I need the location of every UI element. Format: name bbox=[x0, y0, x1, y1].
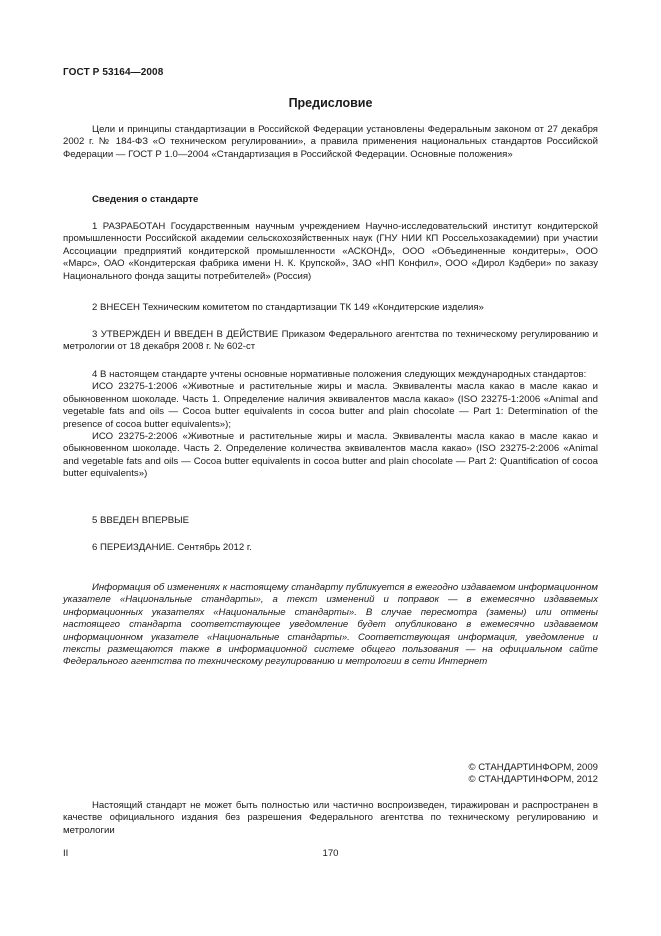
item-6-text: 6 ПЕРЕИЗДАНИЕ. Сентябрь 2012 г. bbox=[92, 542, 252, 553]
item-4a-text: ИСО 23275-1:2006 «Животные и растительные жиры и масла. Эквиваленты масла какао в масле какао и обыкновенном шоколаде. Часть 1. Определение наличия эквивалентов масла какао» (ISO 23275-1:2006 «Animal and vegetable fats and oils — Cocoa butter equivalents in cocoa butter and plain chocolate — Part 1: Determination of the presence of cocoa butter equivalents»); bbox=[63, 381, 598, 430]
item-4 bbox=[63, 369, 598, 481]
item-5-text: 5 ВВЕДЕН ВПЕРВЫЕ bbox=[92, 515, 190, 526]
notice-paragraph bbox=[63, 582, 598, 669]
item-2-text: 2 ВНЕСЕН Техническим комитетом по стандартизации ТК 149 «Кондитерские изделия» bbox=[92, 302, 484, 313]
item-2 bbox=[63, 302, 598, 314]
copyright-line: © СТАНДАРТИНФОРМ, 2009 bbox=[468, 762, 598, 773]
standard-code: ГОСТ Р 53164—2008 bbox=[63, 67, 164, 78]
item-3 bbox=[63, 329, 598, 354]
item-1 bbox=[63, 221, 598, 283]
notice-text: Информация об изменениях к настоящему стандарту публикуется в ежегодно издаваемом информационном указателе «Национальные стандарты», а текст изменений и поправок — в ежемесячно издаваемых информационных указателях «Национальные стандарты». В случае пересмотра (замены) или отмены настоящего стандарта соответствующее уведомление будет опубликовано в ежемесячно издаваемом информационном указателе «Национальные стандарты». Соответствующая информация, уведомление и тексты размещаются также в информационной системе общего пользования — на официальном сайте Федерального агентства по техническому регулированию и метрологии в сети Интернет bbox=[63, 582, 598, 668]
intro-text: Цели и принципы стандартизации в Российской Федерации установлены Федеральным законом от 27 декабря 2002 г. № 184-ФЗ «О техническом регулировании», а правила применения национальных стандартов Российской Федерации — ГОСТ Р 1.0—2004 «Стандартизация в Российской Федерации. Основные положения» bbox=[63, 124, 598, 160]
copyright-block bbox=[469, 762, 598, 787]
item-6 bbox=[63, 542, 598, 554]
item-4b-text: ИСО 23275-2:2006 «Животные и растительные жиры и масла. Эквиваленты масла какао в масле какао и обыкновенном шоколаде. Часть 2. Определение количества эквивалентов масла какао» (ISO 23275-2:2006 «Animal and vegetable fats and oils — Cocoa butter equivalents in cocoa butter and plain chocolate — Part 2: Quantification of cocoa butter equivalents») bbox=[63, 431, 598, 480]
page-number: 170 bbox=[322, 848, 339, 859]
item-1-text: 1 РАЗРАБОТАН Государственным научным учреждением Научно-исследовательский институт кондитерской промышленности Российской академии сельскохозяйственных наук (ГНУ НИИ КП Россельхозакадемии) при участии Ассоциации предприятий кондитерской промышленности «АСКОНД», ООО «Объединенные кондитеры», ООО «Марс», ОАО «Кондитерская фабрика имени Н. К. Крупской», ЗАО «НП Конфил», ООО «Дирол Кэдбери» по заказу Национального фонда защиты потребителей» (Россия) bbox=[63, 221, 598, 282]
roman-page-marker: II bbox=[63, 848, 69, 859]
info-heading: Сведения о стандарте bbox=[92, 194, 199, 205]
item-3-text: 3 УТВЕРЖДЕН И ВВЕДЕН В ДЕЙСТВИЕ Приказом Федерального агентства по техническому регулированию и метрологии от 18 декабря 2008 г. № 602-ст bbox=[63, 329, 598, 353]
intro-paragraph bbox=[63, 124, 598, 161]
copyright-line: © СТАНДАРТИНФОРМ, 2012 bbox=[468, 774, 598, 786]
reproduction-text: Настоящий стандарт не может быть полностью или частично воспроизведен, тиражирован и распространен в качестве официального издания без разрешения Федерального агентства по техническому регулированию и метрологии bbox=[63, 800, 598, 836]
item-4-text: 4 В настоящем стандарте учтены основные нормативные положения следующих международных стандартов: bbox=[92, 369, 587, 380]
reproduction-notice bbox=[63, 800, 598, 837]
item-5 bbox=[63, 515, 598, 527]
page-title: Предисловие bbox=[288, 96, 373, 110]
